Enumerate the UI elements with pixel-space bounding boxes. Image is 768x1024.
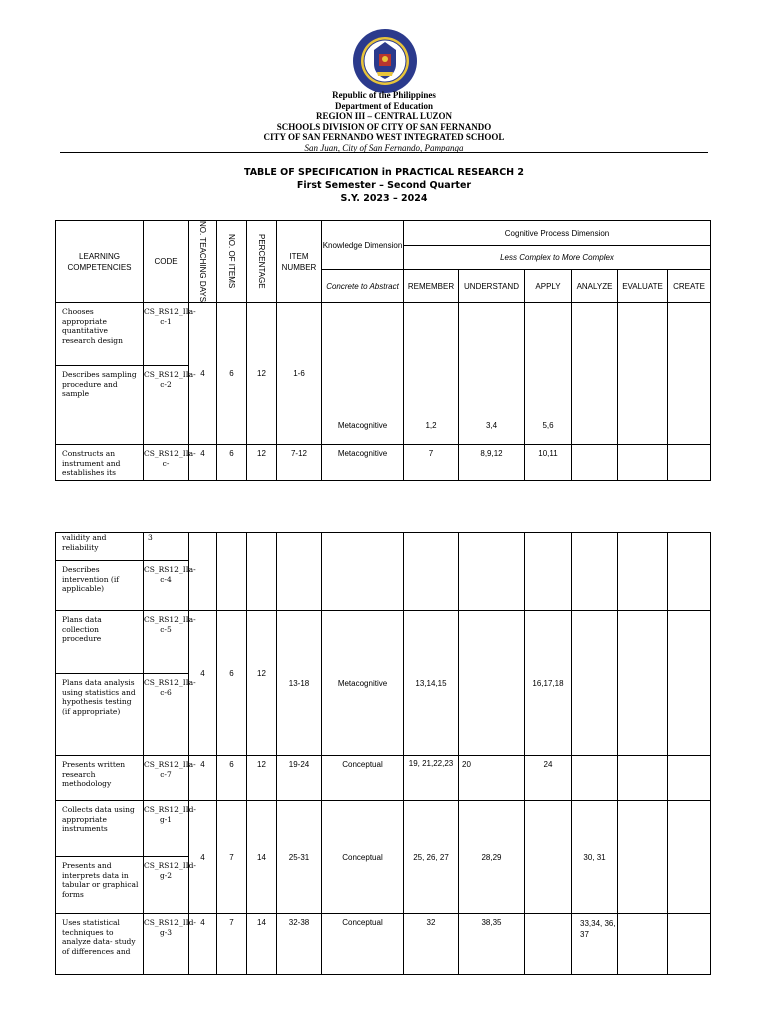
remember-g1: 1,2 — [404, 303, 459, 445]
competency-4: Describes intervention (if applicable) — [56, 561, 144, 611]
kd-g1: Metacognitive — [322, 303, 404, 445]
days-g1: 4 — [189, 303, 217, 445]
understand-g2: 8,9,12 — [459, 445, 525, 481]
kd-g3: Metacognitive — [322, 611, 404, 756]
itemno-g6: 32-38 — [277, 914, 322, 975]
header-apply: APPLY — [525, 270, 572, 303]
itemno-g3: 13-18 — [277, 611, 322, 756]
title-line-1: TABLE OF SPECIFICATION in PRACTICAL RESEARCH 2 — [243, 167, 525, 178]
days-g5: 4 — [189, 801, 217, 914]
no-items-label: NO. OF ITEMS — [227, 234, 236, 289]
apply-g2: 10,11 — [525, 445, 572, 481]
items-g2: 6 — [217, 445, 247, 481]
pct-g4: 12 — [247, 756, 277, 801]
create-g2 — [668, 445, 711, 481]
understand-g3 — [459, 611, 525, 756]
analyze-g1 — [572, 303, 618, 445]
pct-g3: 12 — [247, 611, 277, 756]
items-g6: 7 — [217, 914, 247, 975]
apply-g6 — [525, 914, 572, 975]
deped-seal-logo — [352, 28, 418, 94]
items-g1: 6 — [217, 303, 247, 445]
create-g5 — [668, 801, 711, 914]
header-item-number: ITEM NUMBER — [277, 221, 322, 303]
header-less-more-complex: Less Complex to More Complex — [404, 246, 711, 270]
teaching-days-label: NO. TEACHING DAYS — [198, 221, 207, 303]
code-3-cont: 3 — [144, 533, 189, 561]
code-2: CS_RS12_IIa-c-2 — [144, 366, 189, 445]
code-6: CS_RS12_IIa-c-6 — [144, 674, 189, 756]
code-8: CS_RS12_IId-g-1 — [144, 801, 189, 857]
header-line-4: SCHOOLS DIVISION OF CITY OF SAN FERNANDO — [276, 121, 492, 132]
create-g6 — [668, 914, 711, 975]
kd-g2: Metacognitive — [322, 445, 404, 481]
analyze-g5: 30, 31 — [572, 801, 618, 914]
apply-g1: 5,6 — [525, 303, 572, 445]
header-divider — [60, 152, 708, 153]
code-7: CS_RS12_IIa-c-7 — [144, 756, 189, 801]
header-code: CODE — [144, 221, 189, 303]
header-knowledge-dimension: Knowledge Dimension — [322, 221, 404, 270]
header-cognitive-process: Cognitive Process Dimension — [404, 221, 711, 246]
code-3: CS_RS12_IIa-c- — [144, 445, 189, 481]
days-g2: 4 — [189, 445, 217, 481]
kd-g4: Conceptual — [322, 756, 404, 801]
competency-1: Chooses appropriate quantitative research design — [56, 303, 144, 366]
document-title — [0, 166, 768, 205]
title-line-3: S.Y. 2023 – 2024 — [340, 193, 428, 204]
tos-table-page-1 — [55, 220, 711, 481]
code-4: CS_RS12_IIa-c-4 — [144, 561, 189, 611]
apply-g3: 16,17,18 — [525, 611, 572, 756]
remember-g6: 32 — [404, 914, 459, 975]
itemno-g4: 19-24 — [277, 756, 322, 801]
competency-8: Collects data using appropriate instruments — [56, 801, 144, 857]
header-understand: UNDERSTAND — [459, 270, 525, 303]
understand-g5: 28,29 — [459, 801, 525, 914]
competency-10: Uses statistical techniques to analyze data- study of differences and — [56, 914, 144, 975]
remember-g2: 7 — [404, 445, 459, 481]
competency-3: Constructs an instrument and establishes its — [56, 445, 144, 481]
understand-g1: 3,4 — [459, 303, 525, 445]
header-create: CREATE — [668, 270, 711, 303]
create-g1 — [668, 303, 711, 445]
items-g5: 7 — [217, 801, 247, 914]
remember-g4: 19, 21,22,23 — [404, 756, 459, 801]
itemno-g1: 1-6 — [277, 303, 322, 445]
pct-g2: 12 — [247, 445, 277, 481]
evaluate-g6 — [618, 914, 668, 975]
code-5: CS_RS12_IIa-c-5 — [144, 611, 189, 674]
days-g6: 4 — [189, 914, 217, 975]
analyze-g6: 33,34, 36, 37 — [572, 914, 618, 975]
days-g4: 4 — [189, 756, 217, 801]
analyze-g2 — [572, 445, 618, 481]
competency-7: Presents written research methodology — [56, 756, 144, 801]
apply-g4: 24 — [525, 756, 572, 801]
header-percentage — [247, 221, 277, 303]
pct-g1: 12 — [247, 303, 277, 445]
header-line-2: Department of Education — [335, 100, 433, 111]
percentage-label: PERCENTAGE — [257, 234, 266, 289]
header-remember: REMEMBER — [404, 270, 459, 303]
code-10: CS_RS12_IId-g-3 — [144, 914, 189, 975]
competency-9: Presents and interprets data in tabular or graphical forms — [56, 857, 144, 914]
apply-g5 — [525, 801, 572, 914]
analyze-g4 — [572, 756, 618, 801]
header-line-5: CITY OF SAN FERNANDO WEST INTEGRATED SCHOOL — [263, 132, 505, 142]
header-no-items — [217, 221, 247, 303]
title-line-2: First Semester – Second Quarter — [296, 180, 472, 191]
evaluate-g1 — [618, 303, 668, 445]
header-analyze: ANALYZE — [572, 270, 618, 303]
pct-g5: 14 — [247, 801, 277, 914]
understand-g4: 20 — [459, 756, 525, 801]
header-evaluate: EVALUATE — [618, 270, 668, 303]
competency-6: Plans data analysis using statistics and hypothesis testing (if appropriate) — [56, 674, 144, 756]
evaluate-g5 — [618, 801, 668, 914]
create-g3 — [668, 611, 711, 756]
header-teaching-days — [189, 221, 217, 303]
kd-g5: Conceptual — [322, 801, 404, 914]
code-9: CS_RS12_IId-g-2 — [144, 857, 189, 914]
header-learning-competencies: LEARNING COMPETENCIES — [56, 221, 144, 303]
competency-5: Plans data collection procedure — [56, 611, 144, 674]
analyze-g3 — [572, 611, 618, 756]
tos-table-page-2 — [55, 532, 711, 975]
evaluate-g4 — [618, 756, 668, 801]
header-concrete-abstract: Concrete to Abstract — [322, 270, 404, 303]
competency-2: Describes sampling procedure and sample — [56, 366, 144, 445]
header-address: San Juan, City of San Fernando, Pampanga — [304, 142, 464, 153]
kd-g6: Conceptual — [322, 914, 404, 975]
items-g4: 6 — [217, 756, 247, 801]
letterhead — [0, 90, 768, 153]
evaluate-g2 — [618, 445, 668, 481]
header-line-3: REGION III – CENTRAL LUZON — [315, 111, 453, 121]
remember-g5: 25, 26, 27 — [404, 801, 459, 914]
evaluate-g3 — [618, 611, 668, 756]
itemno-g2: 7-12 — [277, 445, 322, 481]
create-g4 — [668, 756, 711, 801]
pct-g6: 14 — [247, 914, 277, 975]
code-1: CS_RS12_IIa-c-1 — [144, 303, 189, 366]
header-line-1: Republic of the Philippines — [332, 90, 436, 100]
itemno-g5: 25-31 — [277, 801, 322, 914]
days-g3: 4 — [189, 611, 217, 756]
remember-g3: 13,14,15 — [404, 611, 459, 756]
competency-3-cont: validity and reliability — [56, 533, 144, 561]
understand-g6: 38,35 — [459, 914, 525, 975]
items-g3: 6 — [217, 611, 247, 756]
